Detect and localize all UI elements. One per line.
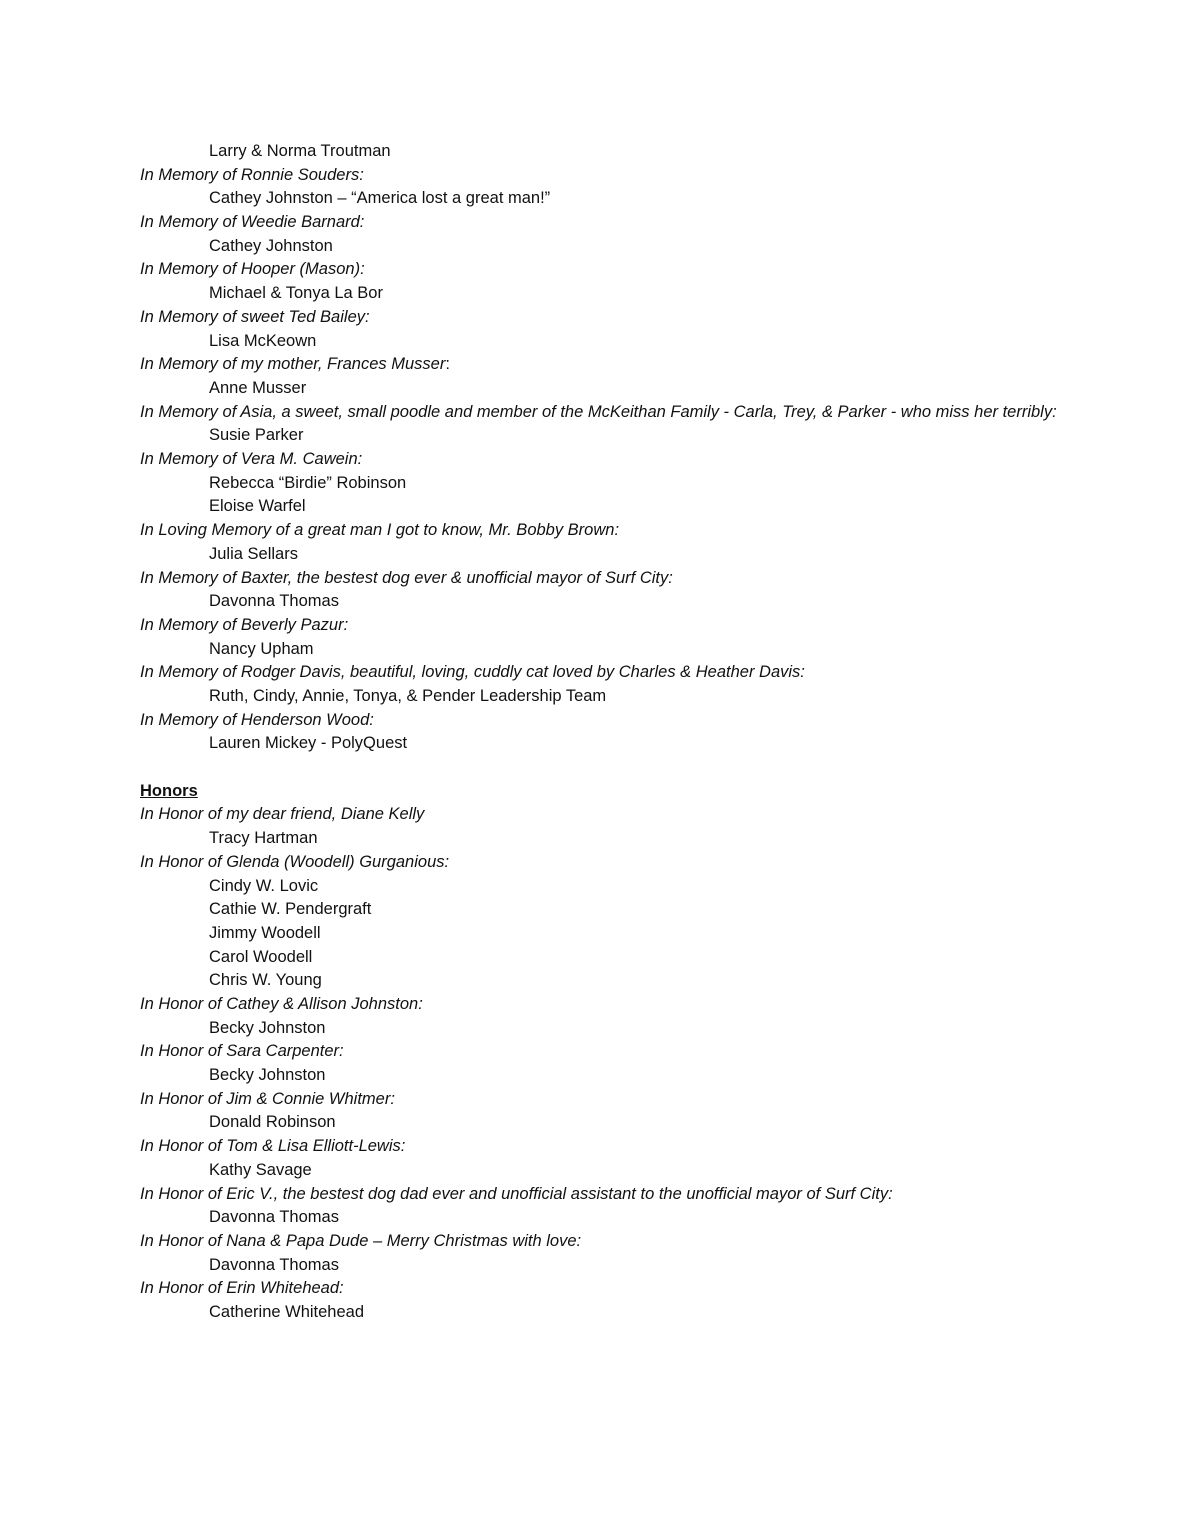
honor-heading-text: In Honor of Glenda (Woodell) Gurganious: [140, 852, 450, 871]
donor-name: Eloise Warfel [209, 497, 306, 516]
donor-name: Davonna Thomas [209, 1208, 339, 1227]
memorial-heading [140, 567, 1060, 591]
memorial-heading [140, 709, 1060, 733]
donor-name: Davonna Thomas [209, 592, 339, 611]
donor-name: Lisa McKeown [209, 331, 317, 350]
memorial-heading-text: In Memory of Ronnie Souders: [140, 165, 364, 184]
honor-heading-text: In Honor of Tom & Lisa Elliott-Lewis: [140, 1137, 406, 1156]
honor-heading-text: In Honor of my dear friend, Diane Kelly [140, 805, 425, 824]
memorial-heading [140, 401, 1060, 425]
memorials-list [140, 140, 1060, 756]
donor-name: Donald Robinson [209, 1113, 336, 1132]
donor-name: Davonna Thomas [209, 1255, 339, 1274]
donor-name: Susie Parker [209, 426, 304, 445]
honor-heading [140, 1277, 1060, 1301]
memorial-heading [140, 519, 1060, 543]
donor-name: Cathie W. Pendergraft [209, 900, 372, 919]
donor-name: Lauren Mickey - PolyQuest [209, 734, 408, 753]
donor-name: Cathey Johnston – “America lost a great man!” [209, 189, 551, 208]
memorial-heading-text: In Memory of Baxter, the bestest dog ever & unofficial mayor of Surf City: [140, 568, 673, 587]
memorial-heading-text: In Memory of Rodger Davis, beautiful, loving, cuddly cat loved by Charles & Heather Davis: [140, 663, 805, 682]
donor-name: Julia Sellars [209, 544, 298, 563]
honor-heading-text: In Honor of Nana & Papa Dude – Merry Christmas with love: [140, 1231, 582, 1250]
honor-heading-text: In Honor of Eric V., the bestest dog dad ever and unofficial assistant to the unofficial mayor of Surf City: [140, 1184, 893, 1203]
donor-name: Larry & Norma Troutman [209, 142, 391, 160]
memorial-heading [140, 164, 1060, 188]
memorial-heading-text: In Memory of Hooper (Mason): [140, 260, 365, 279]
memorial-heading [140, 448, 1060, 472]
memorial-heading-text: In Memory of Henderson Wood: [140, 710, 374, 729]
memorial-heading [140, 614, 1060, 638]
memorial-heading [140, 211, 1060, 235]
honor-heading [140, 803, 1060, 827]
memorial-heading [140, 353, 1060, 377]
memorial-heading [140, 661, 1060, 685]
donor-name: Jimmy Woodell [209, 923, 321, 942]
honor-heading [140, 1040, 1060, 1064]
memorial-heading-text: In Loving Memory of a great man I got to know, Mr. Bobby Brown: [140, 521, 620, 540]
donor-name: Chris W. Young [209, 971, 322, 990]
honor-heading [140, 993, 1060, 1017]
donor-name: Anne Musser [209, 378, 307, 397]
memorial-heading-text: In Memory of Weedie Barnard: [140, 213, 365, 232]
honor-heading-text: In Honor of Sara Carpenter: [140, 1042, 344, 1061]
memorial-heading [140, 306, 1060, 330]
memorial-heading [140, 258, 1060, 282]
honor-heading [140, 851, 1060, 875]
donor-name: Becky Johnston [209, 1018, 326, 1037]
honor-heading [140, 1088, 1060, 1112]
honor-heading-text: In Honor of Erin Whitehead: [140, 1279, 344, 1298]
memorial-heading-text: In Memory of Vera M. Cawein: [140, 450, 363, 469]
donor-name: Nancy Upham [209, 639, 314, 658]
honors-list [140, 803, 1060, 1324]
donor-name: Cindy W. Lovic [209, 876, 319, 895]
memorial-heading-text: In Memory of Asia, a sweet, small poodle and member of the McKeithan Family - Carla, Trey, & Parker - who miss her terribly: [140, 402, 1057, 421]
memorial-heading-text: In Memory of sweet Ted Bailey: [140, 307, 370, 326]
memorial-heading-text: In Memory of Beverly Pazur: [140, 615, 349, 634]
honor-heading [140, 1183, 1060, 1207]
memorial-heading-text: In Memory of my mother, Frances Musser [140, 355, 446, 374]
donor-name: Tracy Hartman [209, 829, 318, 848]
honor-heading-text: In Honor of Cathey & Allison Johnston: [140, 994, 423, 1013]
donor-name: Michael & Tonya La Bor [209, 284, 383, 303]
donor-name: Ruth, Cindy, Annie, Tonya, & Pender Leadership Team [209, 686, 607, 705]
document-page [140, 140, 1060, 1325]
memorial-heading-suffix: : [445, 355, 450, 374]
honors-title: Honors [140, 781, 198, 800]
donor-name: Carol Woodell [209, 947, 313, 966]
donor-name: Cathey Johnston [209, 236, 333, 255]
honor-heading [140, 1135, 1060, 1159]
donor-name: Catherine Whitehead [209, 1303, 365, 1322]
donor-name: Kathy Savage [209, 1160, 312, 1179]
donor-name: Becky Johnston [209, 1066, 326, 1085]
honor-heading-text: In Honor of Jim & Connie Whitmer: [140, 1089, 395, 1108]
honor-heading [140, 1230, 1060, 1254]
donor-name: Rebecca “Birdie” Robinson [209, 473, 407, 492]
section-spacer [140, 756, 1060, 780]
